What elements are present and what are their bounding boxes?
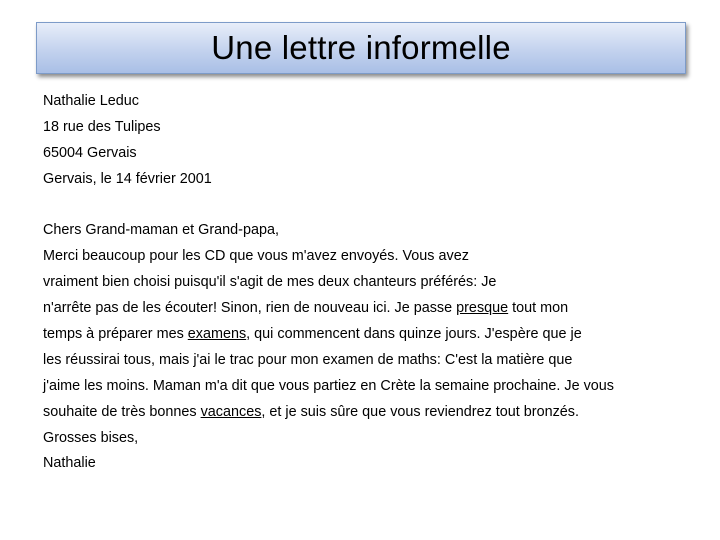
letter-line-7-end: , et je suis sûre que vous reviendrez tout bronzés. xyxy=(261,403,579,420)
underlined-word-presque: presque xyxy=(456,300,509,317)
letter-line-4 xyxy=(43,322,713,348)
letter-line-3-end: tout mon xyxy=(508,300,569,317)
closing: Grosses bises, xyxy=(43,429,139,446)
letter-line-6: j'aime les moins. Maman m'a dit que vous partiez en Crète la semaine prochaine. Je vous xyxy=(43,377,615,394)
salutation: Chers Grand-maman et Grand-papa, xyxy=(43,222,279,239)
letter-line-1: Merci beaucoup pour les CD que vous m'avez envoyés. Vous avez xyxy=(43,248,469,265)
signature: Nathalie xyxy=(43,455,96,472)
letter-line-5: les réussirai tous, mais j'ai le trac pour mon examen de maths: C'est la matière que xyxy=(43,351,573,368)
letter-line-7 xyxy=(43,400,713,426)
letter-line-3-start: n'arrête pas de les écouter! Sinon, rien de nouveau ici. Je passe xyxy=(43,300,457,317)
letter-line-4-start: temps à préparer mes xyxy=(43,326,188,343)
letter-line-7-start: souhaite de très bonnes xyxy=(43,403,201,420)
letter-line-2: vraiment bien choisi puisqu'il s'agit de mes deux chanteurs préférés: Je xyxy=(43,274,497,291)
sender-street: 18 rue des Tulipes xyxy=(43,118,161,135)
sender-postal: 65004 Gervais xyxy=(43,144,137,161)
underlined-word-examens: examens xyxy=(187,326,247,343)
underlined-word-vacances: vacances xyxy=(200,403,262,420)
letter-line-3 xyxy=(43,296,713,322)
title-banner xyxy=(36,22,686,74)
letter-line-4-end: , qui commencent dans quinze jours. J'espère que je xyxy=(246,326,582,343)
date-line: Gervais, le 14 février 2001 xyxy=(43,170,212,187)
slide-title: Une lettre informelle xyxy=(211,28,511,66)
blank-line xyxy=(43,193,713,219)
sender-name: Nathalie Leduc xyxy=(43,93,140,109)
letter-body xyxy=(43,89,713,477)
